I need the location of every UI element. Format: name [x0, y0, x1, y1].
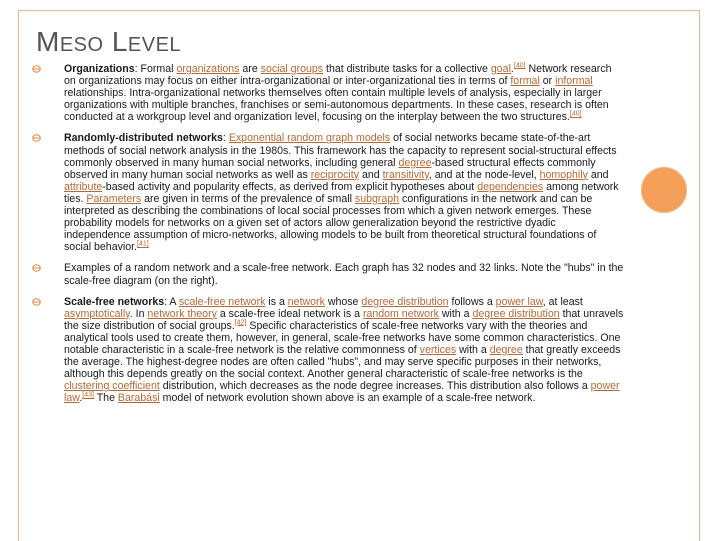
bullet-text: that unravels the size distribution of social groups.: [64, 307, 624, 332]
inline-link[interactable]: reciprocity: [310, 168, 359, 181]
bullet-text: a scale-free ideal network is a: [216, 307, 363, 320]
bullet-text: model of network evolution shown above is an example of a scale-free network.: [159, 392, 536, 405]
inline-link[interactable]: Parameters: [86, 192, 142, 205]
inline-link[interactable]: informal: [555, 75, 593, 88]
inline-link[interactable]: network theory: [147, 307, 217, 320]
inline-link[interactable]: degree distribution: [472, 307, 560, 320]
bullet-text: of social networks became state-of-the-art methods of social network analysis in the 1980s. This framework has the capacity to represent social-structural effects commonly observed in many human social networks, including general: [64, 132, 617, 169]
bullet-heading: Randomly-distributed networks: [64, 132, 223, 145]
bullet-text: with a: [438, 307, 473, 320]
citation-link[interactable]: [41]: [137, 240, 149, 248]
slide-title: Meso Level: [36, 26, 182, 57]
bullet-list: [28, 63, 624, 413]
citation-link[interactable]: [42]: [234, 319, 247, 327]
bullet-text: configurations in the network and can be interpreted as describing the combinations of local social processes from which a given network emerges. These probability models for networks on a given set of actors allow generalization beyond the restrictive dyadic independence assumption of micro-networks, allowing models to be built from theoretical structural foundations of social behavior.: [64, 192, 597, 254]
bullet-text: The: [93, 392, 118, 405]
bullet-text: with a: [456, 343, 490, 356]
bullet-text: are: [239, 63, 261, 75]
bullet-text: . In: [129, 307, 148, 320]
inline-link[interactable]: network: [287, 295, 325, 308]
bullet-item: [28, 262, 624, 286]
decorative-circle: [641, 167, 687, 213]
citation-link[interactable]: [43]: [82, 391, 94, 399]
inline-link[interactable]: Exponential random graph models: [228, 132, 391, 145]
inline-link[interactable]: dependencies: [477, 180, 544, 193]
inline-link[interactable]: vertices: [419, 343, 457, 356]
bullet-text: are given in terms of the prevalence of small: [141, 192, 355, 205]
inline-link[interactable]: degree: [489, 343, 523, 356]
inline-link[interactable]: Barabási: [117, 392, 160, 405]
inline-link[interactable]: power law: [64, 380, 620, 405]
inline-link[interactable]: asymptotically: [64, 307, 130, 320]
bullet-text: and: [587, 168, 609, 181]
bullet-text: relationships. Intra-organizational networks themselves often contain multiple levels of analysis, especially in larger organizations with multiple branches, franchises or semi-autonomous departments. In these cases, research is often conducted at a workgroup level and organization level, focusing on the interplay between the two structures.: [64, 87, 609, 124]
inline-link[interactable]: subgraph: [354, 192, 400, 205]
bullet-text: .: [510, 63, 514, 75]
bullet-icon: [32, 65, 41, 73]
bullet-icon: [32, 298, 41, 306]
bullet-text: follows a: [448, 295, 496, 308]
bullet-text: Network research on organizations may focus on either intra-organizational or inter-organizational ties in terms of: [64, 63, 612, 88]
bullet-icon: [32, 134, 41, 142]
bullet-item: [28, 63, 624, 123]
inline-link[interactable]: random network: [362, 307, 439, 320]
inline-link[interactable]: transitivity: [382, 168, 429, 181]
bullet-icon: [32, 264, 41, 272]
citation-link[interactable]: [40]: [513, 62, 526, 70]
bullet-text: that distribute tasks for a collective: [323, 63, 491, 75]
inline-link[interactable]: clustering coefficient: [64, 380, 160, 393]
inline-link[interactable]: power law: [495, 295, 543, 308]
bullet-text: -based structural effects commonly observed in many human social networks as well as: [64, 156, 596, 181]
citation-link[interactable]: [40]: [569, 110, 582, 118]
inline-link[interactable]: organizations: [176, 63, 240, 75]
bullet-text: and: [359, 168, 383, 181]
inline-link[interactable]: goal: [490, 63, 511, 75]
bullet-text: or: [539, 75, 556, 88]
bullet-text: : Formal: [134, 63, 177, 75]
bullet-text: whose: [324, 295, 362, 308]
inline-link[interactable]: formal: [510, 75, 540, 88]
inline-link[interactable]: social groups: [260, 63, 324, 75]
bullet-text: distribution, which decreases as the node degree increases. This distribution also follows a: [159, 380, 591, 393]
bullet-text: that greatly exceeds the average. The highest-degree nodes are often called "hubs", and may serve specific purposes in their networks, although this depends greatly on the social context. Another general characteristic of scale-free networks is the: [64, 343, 621, 381]
inline-link[interactable]: degree: [398, 156, 432, 169]
bullet-text: Examples of a random network and a scale-free network. Each graph has 32 nodes and 32 links. Note the "hubs" in the scale-free diagram (on the right).: [64, 262, 624, 287]
bullet-text: among network ties.: [64, 180, 619, 205]
bullet-text: :: [222, 132, 229, 145]
inline-link[interactable]: attribute: [64, 180, 103, 193]
bullet-text: : A: [164, 295, 179, 308]
bullet-text: -based activity and popularity effects, as derived from explicit hypotheses about: [102, 180, 478, 193]
bullet-text: , at least: [542, 295, 583, 308]
bullet-item: [28, 296, 624, 405]
bullet-text: .: [79, 392, 83, 405]
bullet-item: [28, 132, 624, 253]
inline-link[interactable]: degree distribution: [361, 295, 449, 308]
inline-link[interactable]: scale-free network: [178, 295, 266, 308]
bullet-heading: Organizations: [64, 63, 135, 75]
inline-link[interactable]: homophily: [539, 168, 588, 181]
bullet-text: , and at the node-level,: [428, 168, 540, 181]
bullet-text: Specific characteristics of scale-free networks vary with the theories and analytical tools used to create them, however, in general, scale-free networks have some common characteristics. One notable characteristic in a scale-free network is the relative commonness of: [64, 319, 621, 356]
bullet-text: is a: [265, 295, 288, 308]
bullet-heading: Scale-free networks: [64, 295, 165, 308]
